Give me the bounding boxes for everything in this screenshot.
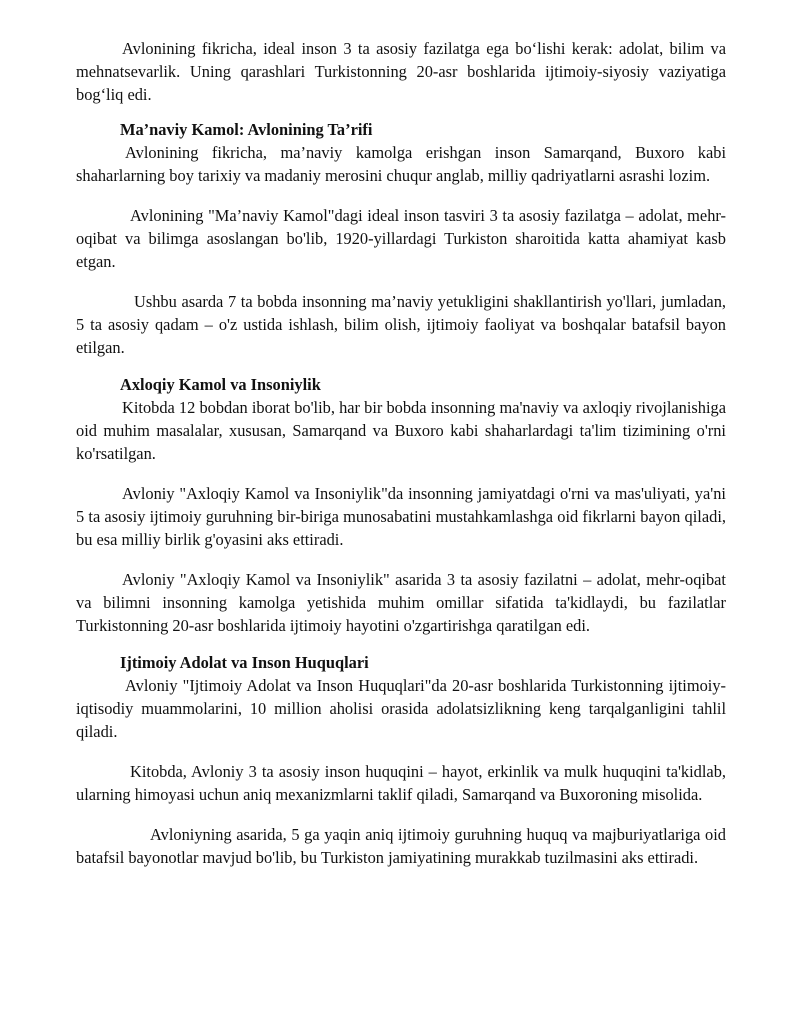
paragraph: Avloniy "Axloqiy Kamol va Insoniylik"da insonning jamiyatdagi o'rni va mas'uliyati, ya'ni 5 ta asosiy ijtimoiy guruhning bir-biriga munosabatini mustahkamlashga oid fikrlarni bayon qiladi, bu esa milliy birlik g'oyasini aks ettiradi. [76, 484, 726, 549]
paragraph: Avloniy "Axloqiy Kamol va Insoniylik" asarida 3 ta asosiy fazilatni – adolat, mehr-oqibat va bilimni insonning kamolga yetishida muhim omillar sifatida ta'kidlaydi, bu fazilatlar Turkistonning 20-asr boshlarida ijtimoiy hayotini o'zgartirishga qaratilgan edi. [76, 570, 726, 635]
paragraph: Avloniyning asarida, 5 ga yaqin aniq ijtimoiy guruhning huquq va majburiyatlariga oid batafsil bayonotlar mavjud bo'lib, bu Turkiston jamiyatining murakkab tuzilmasini aks ettiradi. [76, 825, 726, 867]
section-heading: Axloqiy Kamol va Insoniylik [120, 375, 321, 394]
paragraph: Kitobda, Avloniy 3 ta asosiy inson huquqini – hayot, erkinlik va mulk huquqini ta'kidlab, ularning himoyasi uchun aniq mexanizmlarni taklif qiladi, Samarqand va Buxoroning misolida. [76, 762, 726, 804]
paragraph: Avlonining fikricha, ideal inson 3 ta asosiy fazilatga ega bo‘lishi kerak: adolat, bilim va mehnatsevarlik. Uning qarashlari Turkistonning 20-asr boshlarida ijtimoiy-siyosiy vaziyatiga bog‘liq edi. [76, 39, 726, 104]
section-heading: Ijtimoiy Adolat va Inson Huquqlari [120, 653, 369, 672]
paragraph: Avloniy "Ijtimoiy Adolat va Inson Huquqlari"da 20-asr boshlarida Turkistonning ijtimoiy-iqtisodiy muammolarini, 10 million aholisi orasida adolatsizlikning keng tarqalganligini tahlil qiladi. [76, 676, 726, 741]
paragraph: Ushbu asarda 7 ta bobda insonning ma’naviy yetukligini shakllantirish yo'llari, jumladan, 5 ta asosiy qadam – o'z ustida ishlash, bilim olish, ijtimoiy faoliyat va boshqalar batafsil bayon etilgan. [76, 292, 726, 357]
paragraph: Kitobda 12 bobdan iborat bo'lib, har bir bobda insonning ma'naviy va axloqiy rivojlanishiga oid muhim masalalar, xususan, Samarqand va Buxoro kabi shaharlardagi ta'lim tizimining o'rni ko'rsatilgan. [76, 398, 726, 463]
paragraph: Avlonining "Ma’naviy Kamol"dagi ideal inson tasviri 3 ta asosiy fazilatga – adolat, mehr-oqibat va bilimga asoslangan bo'lib, 1920-yillardagi Turkiston sharoitida katta ahamiyat kasb etgan. [76, 206, 726, 271]
document-page [76, 37, 726, 869]
section-heading: Ma’naviy Kamol: Avlonining Ta’rifi [120, 120, 373, 139]
paragraph: Avlonining fikricha, ma’naviy kamolga erishgan inson Samarqand, Buxoro kabi shaharlarning boy tarixiy va madaniy merosini chuqur anglab, milliy qadriyatlarni asrashi lozim. [76, 143, 726, 185]
